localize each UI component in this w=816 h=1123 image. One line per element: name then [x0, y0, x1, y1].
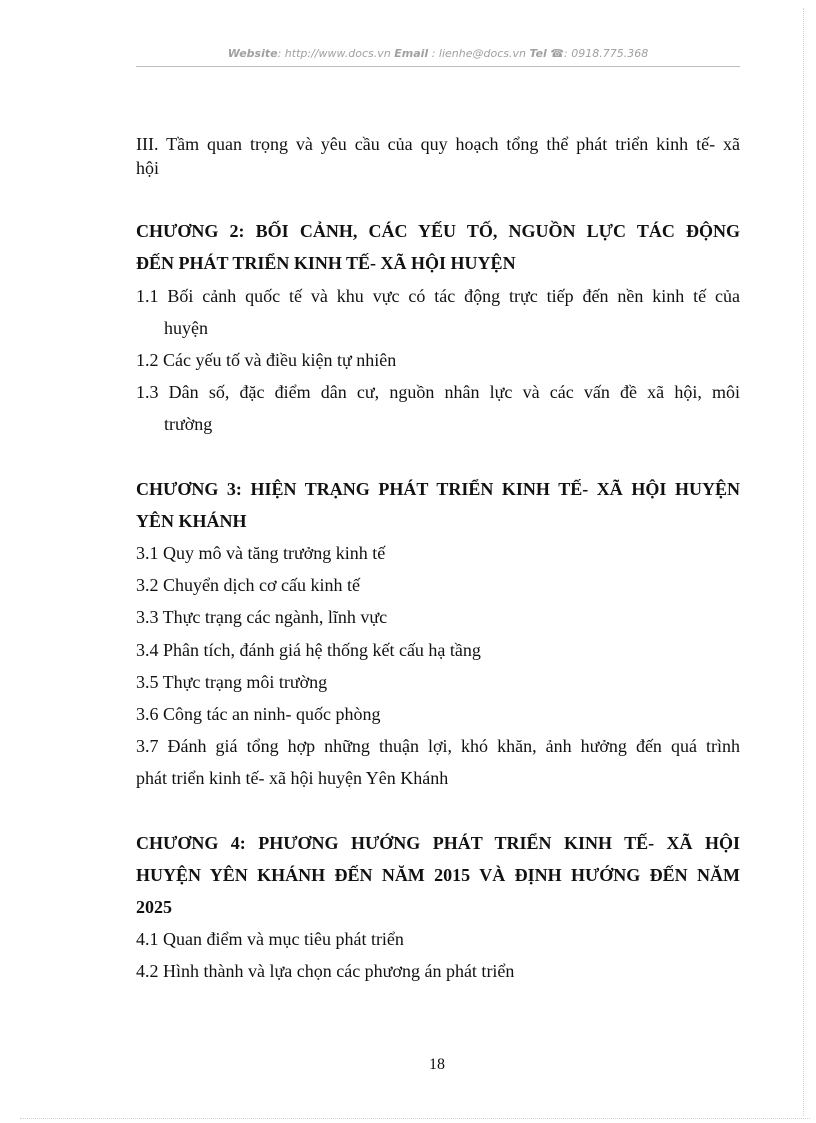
- chapter-2-item-2: 1.2 Các yếu tố và điều kiện tự nhiên: [136, 350, 397, 370]
- section-3-heading-line-1: III. Tầm quan trọng và yêu cầu của quy hoạch tổng thể phát triển kinh tế- xã: [136, 134, 740, 154]
- chapter-2-item-3-line-1: 1.3 Dân số, đặc điểm dân cư, nguồn nhân lực và các vấn đề xã hội, môi: [136, 382, 740, 402]
- chapter-2-item-1-line-1: 1.1 Bối cảnh quốc tế và khu vực có tác động trực tiếp đến nền kinh tế của: [136, 286, 740, 306]
- chapter-3-item-7-line-2: phát triển kinh tế- xã hội huyện Yên Khánh: [136, 768, 449, 788]
- chapter-2-item-3-line-2: trường: [164, 414, 213, 434]
- page-number: 18: [429, 1056, 445, 1073]
- chapter-3-title-line-1: CHƯƠNG 3: HIỆN TRẠNG PHÁT TRIỂN KINH TẾ- XÃ HỘI HUYỆN: [136, 479, 740, 499]
- section-3-heading-line-2: hội: [136, 158, 160, 178]
- chapter-3-item: 3.6 Công tác an ninh- quốc phòng: [136, 704, 381, 724]
- chapter-2-title-line-2: ĐẾN PHÁT TRIỂN KINH TẾ- XÃ HỘI HUYỆN: [136, 253, 516, 273]
- chapter-3-item: 3.1 Quy mô và tăng trưởng kinh tế: [136, 543, 386, 563]
- chapter-2-item-1-line-2: huyện: [164, 318, 208, 338]
- website-label: Website: [227, 47, 278, 60]
- phone-icon: ☎: [550, 47, 565, 60]
- chapter-4-title-line-3: 2025: [136, 897, 172, 917]
- tel-value: : 0918.775.368: [564, 47, 649, 60]
- chapter-4-title-line-2: HUYỆN YÊN KHÁNH ĐẾN NĂM 2015 VÀ ĐỊNH HƯỚNG ĐẾN NĂM: [136, 865, 740, 885]
- chapter-3-item: 3.3 Thực trạng các ngành, lĩnh vực: [136, 607, 388, 627]
- chapter-3-item-7-line-1: 3.7 Đánh giá tổng hợp những thuận lợi, khó khăn, ảnh hưởng đến quá trình: [136, 736, 740, 756]
- website-value: : http://www.docs.vn: [277, 47, 391, 60]
- chapter-3-item: 3.5 Thực trạng môi trường: [136, 672, 328, 692]
- email-value: : lienhe@docs.vn: [431, 47, 526, 60]
- chapter-4-title-line-1: CHƯƠNG 4: PHƯƠNG HƯỚNG PHÁT TRIỂN KINH TẾ- XÃ HỘI: [136, 833, 740, 853]
- chapter-4-item: 4.1 Quan điểm và mục tiêu phát triển: [136, 929, 404, 949]
- email-label: Email: [394, 47, 429, 60]
- tel-label: Tel: [529, 47, 547, 60]
- chapter-3-item: 3.4 Phân tích, đánh giá hệ thống kết cấu hạ tầng: [136, 640, 481, 660]
- chapter-4-item: 4.2 Hình thành và lựa chọn các phương án phát triển: [136, 961, 515, 981]
- chapter-3-title-line-2: YÊN KHÁNH: [136, 511, 247, 531]
- chapter-3-item: 3.2 Chuyển dịch cơ cấu kinh tế: [136, 575, 360, 595]
- chapter-2-title-line-1: CHƯƠNG 2: BỐI CẢNH, CÁC YẾU TỐ, NGUỒN LỰC TÁC ĐỘNG: [136, 221, 740, 241]
